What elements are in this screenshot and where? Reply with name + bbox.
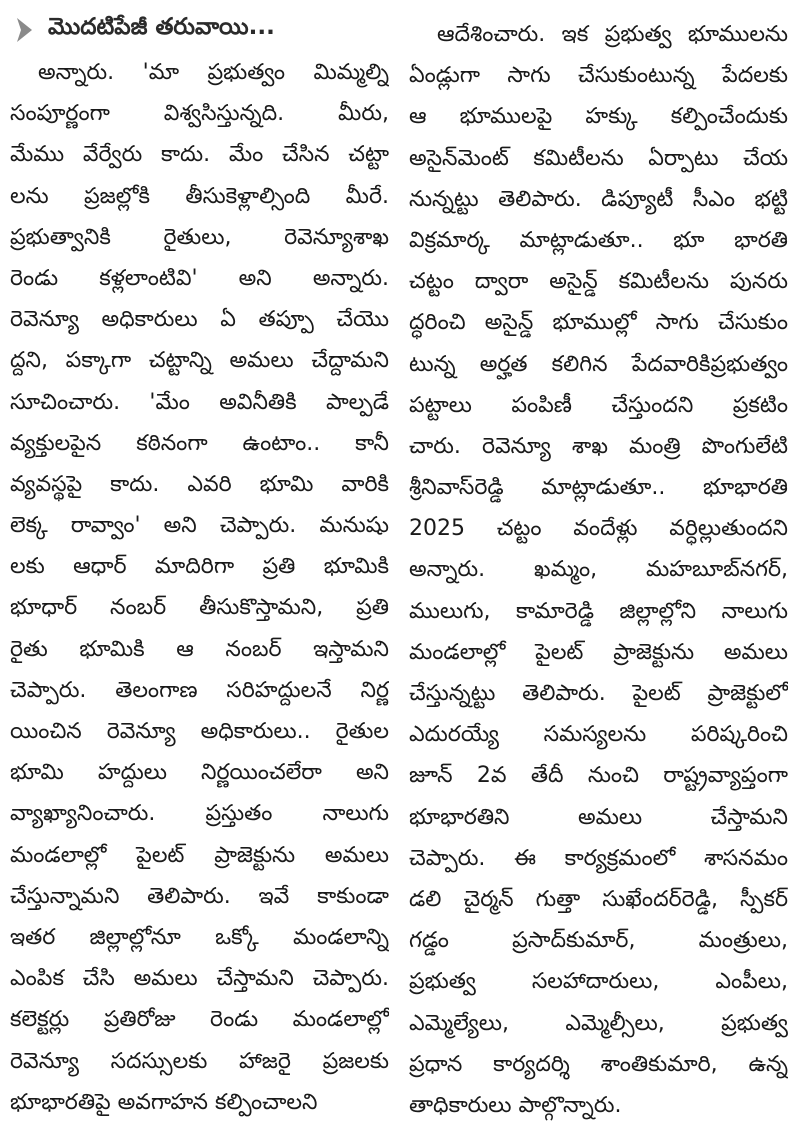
article-text-line: లెక్క రావ్వాం' అని చెప్పారు. మనుషు	[10, 513, 389, 539]
article-text-line: విక్రమార్క మాట్లాడుతూ.. భూ భారతి	[409, 227, 788, 253]
article-text-line: వ్యాఖ్యానించారు. ప్రస్తుతం నాలుగు	[10, 801, 389, 827]
article-text-line: 2025 చట్టం వందేళ్లు వర్ధిల్లుతుందని	[409, 516, 788, 542]
article-text-line: వ్యవస్థపై కాదు. ఎవరి భూమి వారికి	[10, 471, 389, 497]
article-text-line: ప్రభుత్వ సలహాదారులు, ఎంపీలు,	[409, 969, 788, 995]
article-text-line: చేస్తున్నామని తెలిపారు. ఇవే కాకుండా	[10, 883, 389, 909]
article-text-line: ద్దని, పక్కాగా చట్టాన్ని అమలు చేద్దామని	[10, 348, 389, 374]
article-text-line: చెప్పారు. తెలంగాణ సరిహద్దులనే నిర్ణ	[10, 677, 389, 703]
article-text-line: పట్టాలు పంపిణీ చేస్తుందని ప్రకటిం	[409, 392, 788, 418]
article-text-line: లను ప్రజల్లోకి తీసుకెళ్లాల్సింది మీరే.	[10, 183, 389, 209]
article-text-line: భూభారతిపై అవగాహన కల్పించాలని	[10, 1089, 318, 1115]
article-text-line: మండలాల్లో పైలట్ ప్రాజెక్టును అమలు	[10, 842, 389, 868]
article-text-line: వ్యక్తులపైన కఠినంగా ఉంటాం.. కానీ	[10, 430, 389, 456]
article-text-line: తాధికారులు పాల్గొన్నారు.	[409, 1092, 622, 1118]
article-text-line: అన్నారు. ఖమ్మం, మహబూబ్‌నగర్,	[409, 557, 788, 583]
continued-from-front-page	[10, 14, 389, 46]
article-text-line: చారు. రెవెన్యూ శాఖ మంత్రి పొంగులేటి	[409, 433, 788, 459]
article-text-line: సూచించారు. 'మేం అవినీతికి పాల్పడే	[10, 389, 389, 415]
article-text-line: లకు ఆధార్ మాదిరిగా ప్రతి భూమికి	[10, 554, 389, 580]
article-text-line: కలెక్టర్లు ప్రతిరోజు రెండు మండలాల్లో	[10, 1007, 389, 1033]
article-text-line: సంపూర్ణంగా విశ్వసిస్తున్నది. మీరు,	[10, 101, 389, 127]
article-text-line: ఎమ్మెల్యేలు, ఎమ్మెల్సీలు, ప్రభుత్వ	[409, 1010, 788, 1036]
article-text-line: ఆ భూములపై హక్కు కల్పించేందుకు	[409, 104, 788, 130]
article-text-line: రెండు కళ్లలాంటివి' అని అన్నారు.	[10, 265, 389, 291]
article-text-line: భూధార్ నంబర్ తీసుకొస్తామని, ప్రతి	[10, 595, 389, 621]
article-text-line: ప్రధాన కార్యదర్శి శాంతికుమారి, ఉన్న	[409, 1051, 788, 1077]
article-text-line: మండలాల్లో పైలట్ ప్రాజెక్టును అమలు	[409, 639, 788, 665]
article-text-line: చేస్తున్నట్టు తెలిపారు. పైలట్ ప్రాజెక్టులో	[409, 681, 788, 706]
right-column-text	[409, 14, 788, 1126]
left-column-text	[10, 52, 389, 1123]
article-text-line: గడ్డం ప్రసాద్‌కుమార్, మంత్రులు,	[409, 928, 788, 954]
article-text-line: రెవెన్యూ అధికారులు ఏ తప్పూ చేయొ	[10, 307, 389, 333]
article-text-line: ఎదురయ్యే సమస్యలను పరిష్కరించి	[409, 722, 788, 748]
article-text-line: ఎంపిక చేసి అమలు చేస్తామని చెప్పారు.	[10, 966, 389, 992]
article-column-left	[10, 14, 389, 1115]
chevron-right-icon	[10, 15, 40, 45]
article-text-line: చట్టం ద్వారా అసైన్డ్ కమిటీలను పునరు	[409, 269, 788, 295]
article-text-line: ఇతర జిల్లాల్లోనూ ఒక్కో మండలాన్ని	[10, 924, 389, 950]
article-column-right	[409, 14, 788, 1118]
article-text-line: టున్న అర్హత కలిగిన పేదవారికిప్రభుత్వం	[409, 351, 788, 377]
article-text-line: రెవెన్యూ సదస్సులకు హాజరై ప్రజలకు	[10, 1048, 389, 1074]
article-text-line: ప్రభుత్వానికి రైతులు, రెవెన్యూశాఖ	[10, 224, 389, 250]
article-text-line: ఏండ్లుగా సాగు చేసుకుంటున్న పేదలకు	[409, 63, 788, 89]
article-text-line: నున్నట్టు తెలిపారు. డిప్యూటీ సీఎం భట్టి	[409, 186, 788, 212]
continued-label: మొదటిపేజీ తరువాయి...	[48, 14, 275, 40]
article-text-line: భూమి హద్దులు నిర్ణయించలేరా అని	[10, 760, 389, 786]
article-text-line: ద్ధరించి అసైన్డ్ భూముల్లో సాగు చేసుకుం	[409, 310, 788, 336]
article-text-line: మేము వేర్వేరు కాదు. మేం చేసిన చట్టా	[10, 142, 389, 168]
article-text-line: జూన్ 2వ తేదీ నుంచి రాష్ట్రవ్యాప్తంగా	[409, 763, 788, 789]
article-text-line: డలి చైర్మన్ గుత్తా సుఖేందర్‌రెడ్డి, స్పీకర్	[409, 886, 788, 912]
article-text-line: యించిన రెవెన్యూ అధికారులు.. రైతుల	[10, 719, 389, 744]
article-text-line: రైతు భూమికి ఆ నంబర్ ఇస్తామని	[10, 636, 389, 662]
article-text-line: అసైన్‌మెంట్ కమిటీలను ఏర్పాటు చేయ	[409, 145, 788, 171]
article-text-line: శ్రీనివాస్‌రెడ్డి మాట్లాడుతూ.. భూభారతి	[409, 475, 788, 501]
article-text-line: చెప్పారు. ఈ కార్యక్రమంలో శాసనమం	[409, 845, 788, 871]
article-text-line: ఆదేశించారు. ఇక ప్రభుత్వ భూములను	[437, 22, 788, 47]
article-text-line: భూభారతిని అమలు చేస్తామని	[409, 804, 788, 830]
article-text-line: అన్నారు. 'మా ప్రభుత్వం మిమ్మల్ని	[38, 60, 389, 85]
article-text-line: ములుగు, కామారెడ్డి జిల్లాల్లోని నాలుగు	[409, 598, 788, 624]
